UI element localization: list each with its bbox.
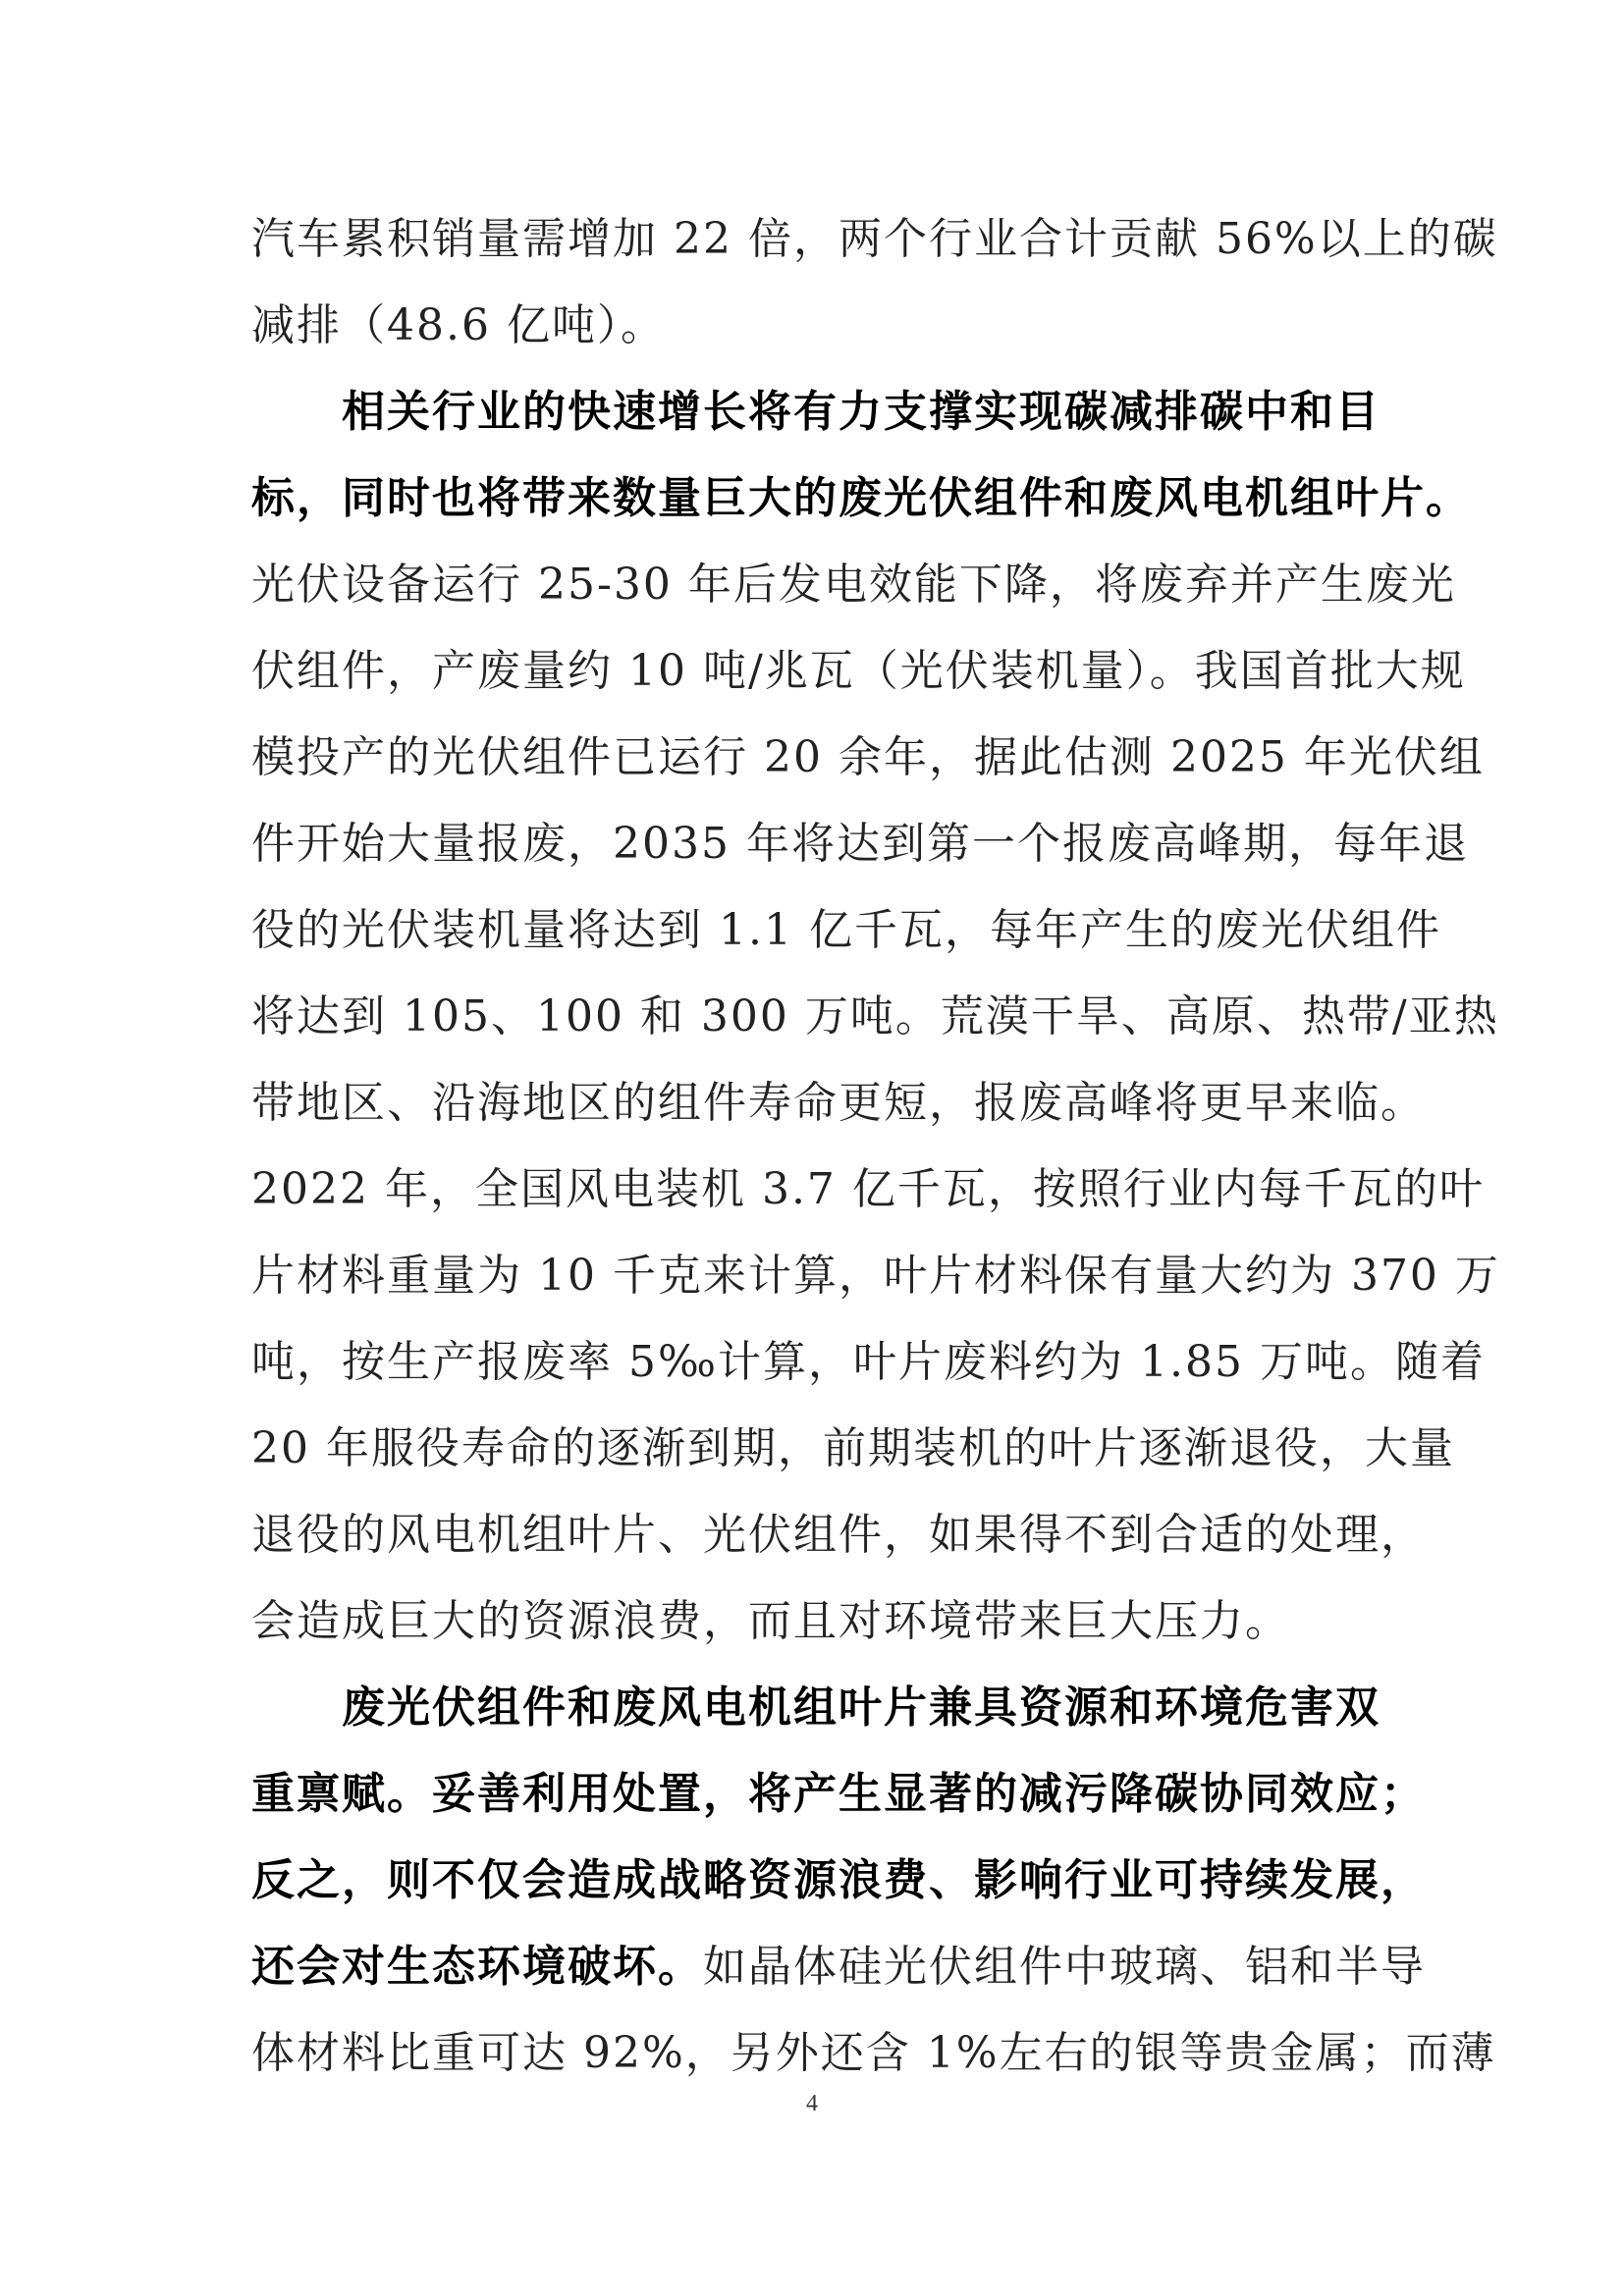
text-line (251, 196, 1498, 283)
text-run: 带地区、沿海地区的组件寿命更短，报废高峰将更早来临。 (251, 1078, 1426, 1128)
text-line (251, 2010, 1496, 2097)
bold-text-run: 相关行业的快速增长将有力支撑实现碳减排碳中和目 (251, 387, 1380, 437)
bold-text-run: 废光伏组件和废风电机组叶片兼具资源和环境危害双 (251, 1682, 1380, 1733)
text-line (251, 1924, 1426, 2010)
text-run: 伏组件，产废量约 10 吨/兆瓦（光伏装机量）。我国首批大规 (251, 646, 1466, 696)
text-line (251, 628, 1466, 715)
bold-text-run: 标，同时也将带来数量巨大的废光伏组件和废风电机组叶片。 (251, 473, 1471, 523)
text-line (251, 1233, 1500, 1319)
text-line (251, 542, 1456, 628)
text-line (251, 1406, 1455, 1492)
text-run: 减排（48.6 亿吨）。 (251, 300, 666, 350)
text-line (251, 974, 1499, 1060)
text-run: 体材料比重可达 92%，另外还含 1%左右的银等贵金属；而薄 (251, 2028, 1496, 2078)
text-run: 将达到 105、100 和 300 万吨。荒漠干旱、高原、热带/亚热 (251, 991, 1499, 1041)
text-run: 吨，按生产报废率 5‰计算，叶片废料约为 1.85 万吨。随着 (251, 1337, 1486, 1387)
text-line (251, 369, 1390, 455)
text-run: 2022 年，全国风电装机 3.7 亿千瓦，按照行业内每千瓦的叶 (251, 1164, 1485, 1214)
text-line (251, 1838, 1426, 1924)
text-run: 20 年服役寿命的逐渐到期，前期装机的叶片逐渐退役，大量 (251, 1423, 1455, 1473)
text-line (251, 1665, 1390, 1751)
bold-text-run: 重禀赋。妥善利用处置，将产生显著的减污降碳协同效应； (251, 1769, 1426, 1819)
text-line (251, 715, 1485, 801)
text-line (251, 283, 1390, 369)
text-line (251, 1492, 1426, 1578)
text-line (251, 1751, 1426, 1838)
text-line (251, 1319, 1486, 1406)
text-run: 汽车累积销量需增加 22 倍，两个行业合计贡献 56%以上的碳 (251, 214, 1498, 264)
text-line (251, 1147, 1485, 1233)
body-text (251, 196, 1500, 2097)
text-run: 如晶体硅光伏组件中玻璃、铝和半导 (703, 1942, 1426, 1992)
text-run: 模投产的光伏组件已运行 20 余年，据此估测 2025 年光伏组 (251, 732, 1485, 782)
text-run: 光伏设备运行 25-30 年后发电效能下降，将废弃并产生废光 (251, 560, 1456, 610)
text-line (251, 887, 1441, 974)
text-line (251, 455, 1471, 542)
text-run: 会造成巨大的资源浪费，而且对环境带来巨大压力。 (251, 1596, 1290, 1646)
text-line (251, 801, 1469, 887)
text-line (251, 1578, 1390, 1665)
text-run: 件开始大量报废，2035 年将达到第一个报废高峰期，每年退 (251, 819, 1469, 869)
text-run: 退役的风电机组叶片、光伏组件，如果得不到合适的处理， (251, 1510, 1426, 1560)
page-number: 4 (806, 2091, 818, 2116)
text-line (251, 1060, 1426, 1147)
text-run: 片材料重量为 10 千克来计算，叶片材料保有量大约为 370 万 (251, 1251, 1500, 1301)
bold-text-run: 还会对生态环境破坏。 (251, 1942, 703, 1992)
bold-text-run: 反之，则不仅会造成战略资源浪费、影响行业可持续发展， (251, 1855, 1426, 1905)
text-run: 役的光伏装机量将达到 1.1 亿千瓦，每年产生的废光伏组件 (251, 905, 1441, 955)
